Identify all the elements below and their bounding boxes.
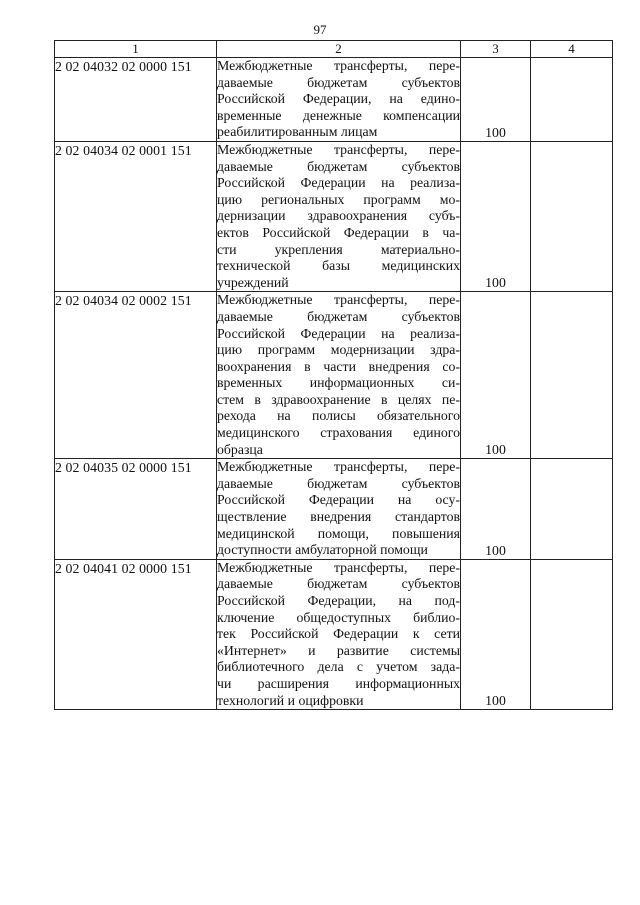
description-line: Российской Федерации, на едино-: [217, 91, 460, 107]
description-line: технологий и оцифровки: [217, 692, 364, 708]
column-4-cell: [531, 58, 613, 142]
description-line: воохранения в части внедрения со-: [217, 358, 460, 374]
amount-cell: [461, 58, 531, 142]
description-line: тек Российской Федерации к сети: [217, 626, 460, 642]
column-header-2: 2: [217, 41, 461, 58]
description-line: Российской Федерации на реализа-: [217, 175, 460, 191]
description-line: сти укрепления материально-: [217, 241, 460, 257]
table-row: [55, 58, 613, 142]
description-line: библиотечного дела с учетом зада-: [217, 659, 460, 675]
description-line: медицинского страхования единого: [217, 425, 460, 441]
description-line: ществление внедрения стандартов: [217, 509, 460, 525]
description-line: временные денежные компенсации: [217, 107, 460, 123]
description-line: ключение общедоступных библио-: [217, 609, 460, 625]
budget-code-cell: 2 02 04034 02 0002 151: [55, 292, 217, 459]
description-line: Российской Федерации на реализа-: [217, 325, 460, 341]
amount-value: 100: [485, 693, 506, 709]
description-line: учреждений: [217, 274, 289, 290]
description-line: цию региональных программ мо-: [217, 191, 460, 207]
table-row: [55, 459, 613, 560]
description-line: доступности амбулаторной помощи: [217, 542, 428, 558]
description-line: «Интернет» и развитие системы: [217, 642, 460, 658]
description-line: даваемые бюджетам субъектов: [217, 475, 460, 491]
description-line: временных информационных си-: [217, 375, 460, 391]
description-line: ектов Российской Федерации в ча-: [217, 224, 460, 240]
description-line: технической базы медицинских: [217, 258, 460, 274]
table-header-row: [55, 41, 613, 58]
table-body: [55, 58, 613, 710]
amount-cell: [461, 141, 531, 291]
column-4-cell: [531, 459, 613, 560]
table-row: [55, 559, 613, 709]
column-header-3: 3: [461, 41, 531, 58]
description-line: дернизации здравоохранения субъ-: [217, 208, 460, 224]
amount-cell: [461, 292, 531, 459]
description-cell: [217, 292, 461, 459]
description-line: образца: [217, 441, 263, 457]
description-line: Российской Федерации, на под-: [217, 593, 460, 608]
description-line: даваемые бюджетам субъектов: [217, 158, 460, 174]
description-line: рехода на полисы обязательного: [217, 408, 460, 424]
description-line: Межбюджетные трансферты, пере-: [217, 292, 460, 308]
budget-code-cell: 2 02 04035 02 0000 151: [55, 459, 217, 560]
amount-value: 100: [485, 542, 506, 558]
amount-value: 100: [485, 124, 506, 140]
page-number: 97: [313, 22, 327, 37]
description-line: цию программ модернизации здра-: [217, 342, 460, 358]
description-cell: [217, 58, 461, 142]
description-line: Межбюджетные трансферты, пере-: [217, 141, 460, 157]
description-line: даваемые бюджетам субъектов: [217, 576, 460, 592]
description-line: даваемые бюджетам субъектов: [217, 74, 460, 90]
description-cell: [217, 141, 461, 291]
column-header-4: 4: [531, 41, 613, 58]
column-4-cell: [531, 292, 613, 459]
amount-value: 100: [485, 275, 506, 291]
description-line: чи расширения информационных: [217, 675, 460, 691]
description-cell: [217, 559, 461, 709]
description-line: стем в здравоохранение в целях пе-: [217, 391, 460, 407]
description-line: даваемые бюджетам субъектов: [217, 308, 460, 324]
description-cell: [217, 459, 461, 560]
description-line: реабилитированным лицам: [217, 124, 378, 140]
column-4-cell: [531, 141, 613, 291]
amount-cell: [461, 559, 531, 709]
column-header-1: 1: [55, 41, 217, 58]
description-line: медицинской помощи, повышения: [217, 525, 460, 541]
budget-classification-table: [54, 40, 613, 710]
budget-code-cell: 2 02 04032 02 0000 151: [55, 58, 217, 142]
description-line: Российской Федерации на осу-: [217, 492, 460, 508]
budget-code-cell: 2 02 04041 02 0000 151: [55, 559, 217, 709]
table-row: [55, 292, 613, 459]
description-line: Межбюджетные трансферты, пере-: [217, 459, 460, 475]
description-line: Межбюджетные трансферты, пере-: [217, 559, 460, 575]
amount-value: 100: [485, 442, 506, 458]
description-line: Межбюджетные трансферты, пере-: [217, 58, 460, 73]
budget-code-cell: 2 02 04034 02 0001 151: [55, 141, 217, 291]
column-4-cell: [531, 559, 613, 709]
amount-cell: [461, 459, 531, 560]
table-row: [55, 141, 613, 291]
